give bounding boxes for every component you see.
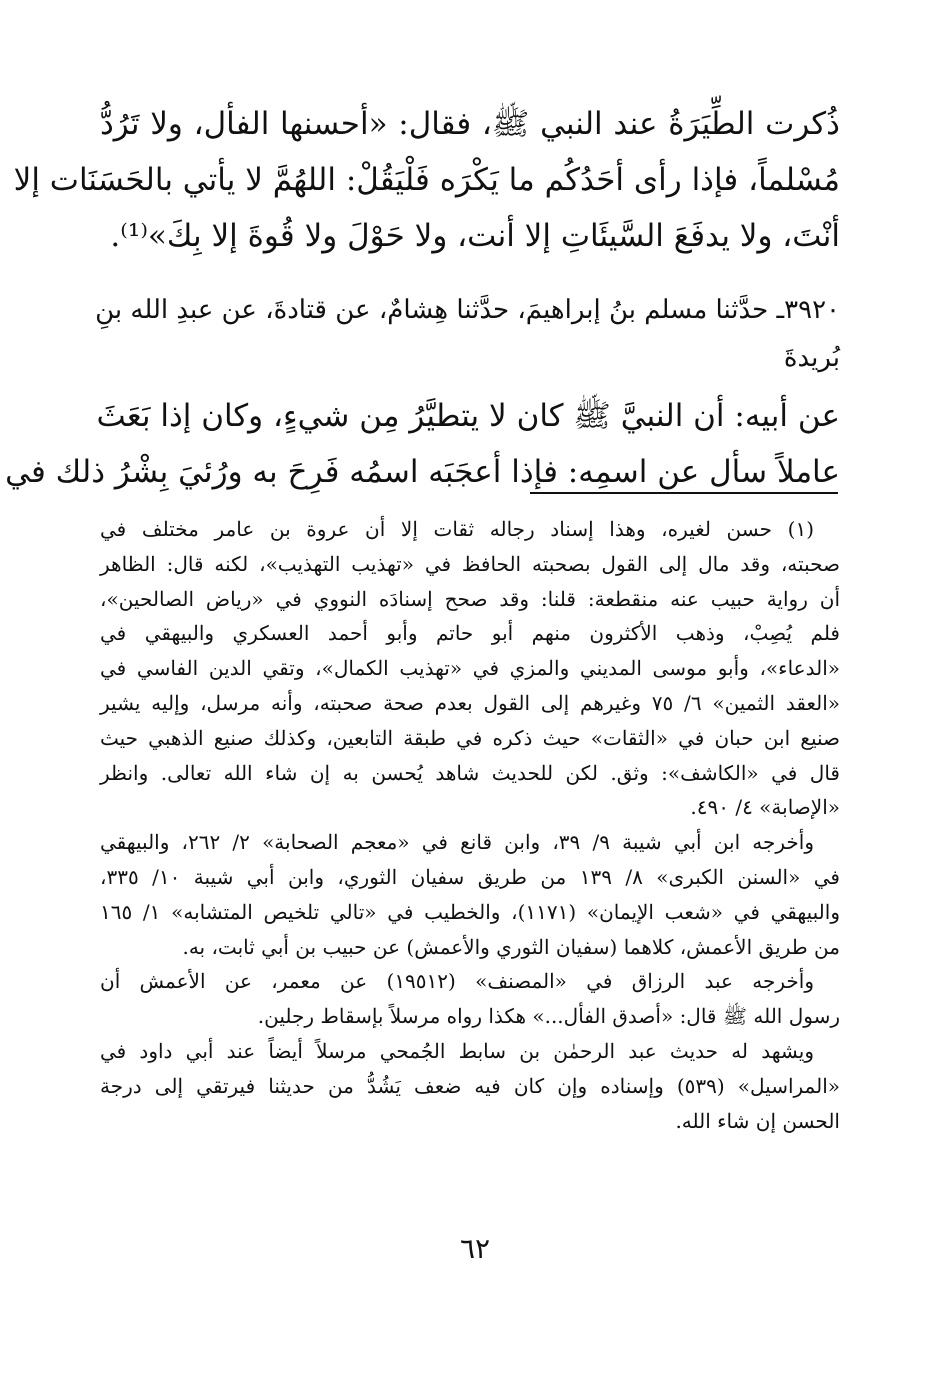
- footnote-line: صنيع ابن حبان في «الثقات» حيث ذكره في طبقة التابعين، وكذلك صنيع الذهبي حيث: [100, 725, 840, 750]
- footnote-line: قال في «الكاشف»: وثق. لكن للحديث شاهد يُحسن به إن شاء الله تعالى. وانظر: [100, 760, 840, 785]
- footnote-line: «الدعاء»، وأبو موسى المديني والمزي في «تهذيب الكمال»، وتقي الدين الفاسي في: [100, 656, 840, 681]
- footnote-line: صحبته، وقد مال إلى القول بصحبته الحافظ في «تهذيب التهذيب»، لكنه قال: الظاهر: [100, 551, 840, 576]
- footnotes-block: [100, 512, 840, 1138]
- footnote-line: «الإصابة» ٤/ ٤٩٠.: [690, 795, 840, 820]
- page-number: ٦٢: [459, 1232, 491, 1265]
- text-line: ٣٩٢٠ـ حدَّثنا مسلم بنُ إبراهيمَ، حدَّثنا هِشامٌ، عن قتادةَ، عن عبدِ الله بنِ: [95, 295, 840, 325]
- text-line: ذُكرت الطِّيَرَةُ عند النبي ﷺ، فقال: «أحسنها الفأل، ولا تَرُدُّ: [100, 106, 840, 142]
- footnote-line: الحسن إن شاء الله.: [675, 1108, 840, 1133]
- footnote-line: وأخرجه عبد الرزاق في «المصنف» (١٩٥١٢) عن معمر، عن الأعمش أن: [100, 969, 814, 994]
- footnote-line: رسول الله ﷺ قال: «أصدق الفأل...» هكذا رواه مرسلاً بإسقاط رجلين.: [257, 1004, 840, 1029]
- main-text-block: [5, 96, 840, 500]
- text-line: أنْتَ، ولا يدفَعَ السَّيئَاتِ إلا أنت، ولا حَوْلَ ولا قُوةَ إلا بِكَ»⁽¹⁾.: [110, 218, 840, 254]
- footnote-line: «العقد الثمين» ٦/ ٧٥ وغيرهم إلى القول بعدم صحة صحبته، وأنه مرسل، وإليه يشير: [100, 690, 841, 715]
- footnote-line: «المراسيل» (٥٣٩) وإسناده وإن كان فيه ضعف يَشُدُّ من حديثنا فيرتقي إلى درجة: [100, 1073, 840, 1098]
- text-line: عن أبيه: أن النبيَّ ﷺ كان لا يتطيَّرُ مِن شيءٍ، وكان إذا بَعَثَ: [96, 398, 840, 434]
- footnote-line: والبيهقي في «شعب الإيمان» (١١٧١)، والخطيب في «تالي تلخيص المتشابه» ١/ ١٦٥: [100, 899, 840, 924]
- text-line: مُسْلماً، فإذا رأى أحَدُكُم ما يَكْرَه فَلْيَقُلْ: اللهُمَّ لا يأتي بالحَسَنَات إلا: [13, 162, 840, 198]
- hadith-3920: [95, 286, 840, 382]
- footnote-line: أن رواية حبيب عنه منقطعة: قلنا: وقد صحح إسنادَه النووي في «رياض الصالحين»،: [100, 586, 840, 611]
- text-line: عاملاً سأل عن اسمِه: فإذا أعجَبَه اسمُه فَرِحَ به ورُئيَ بِشْرُ ذلك في: [5, 454, 840, 490]
- footnote-line: من طريق الأعمش، كلاهما (سفيان الثوري والأعمش) عن حبيب بن أبي ثابت، به.: [182, 934, 840, 959]
- footnote-line: ويشهد له حديث عبد الرحمٰن بن سابط الجُمحي مرسلاً أيضاً عند أبي داود في: [100, 1038, 814, 1063]
- footnote-divider: [530, 492, 838, 494]
- text-line: بُريدةَ: [783, 343, 840, 373]
- footnote-line: في «السنن الكبرى» ٨/ ١٣٩ من طريق سفيان الثوري، وابن أبي شيبة ١٠/ ٣٣٥،: [100, 864, 840, 889]
- footnote-line: (١) حسن لغيره، وهذا إسناد رجاله ثقات إلا أن عروة بن عامر مختلف في: [100, 517, 814, 541]
- footnote-line: وأخرجه ابن أبي شيبة ٩/ ٣٩، وابن قانع في «معجم الصحابة» ٢/ ٢٦٢، والبيهقي: [100, 830, 814, 855]
- footnote-line: فلم يُصِبْ، وذهب الأكثرون منهم أبو حاتم وأبو أحمد العسكري والبيهقي في: [100, 621, 840, 646]
